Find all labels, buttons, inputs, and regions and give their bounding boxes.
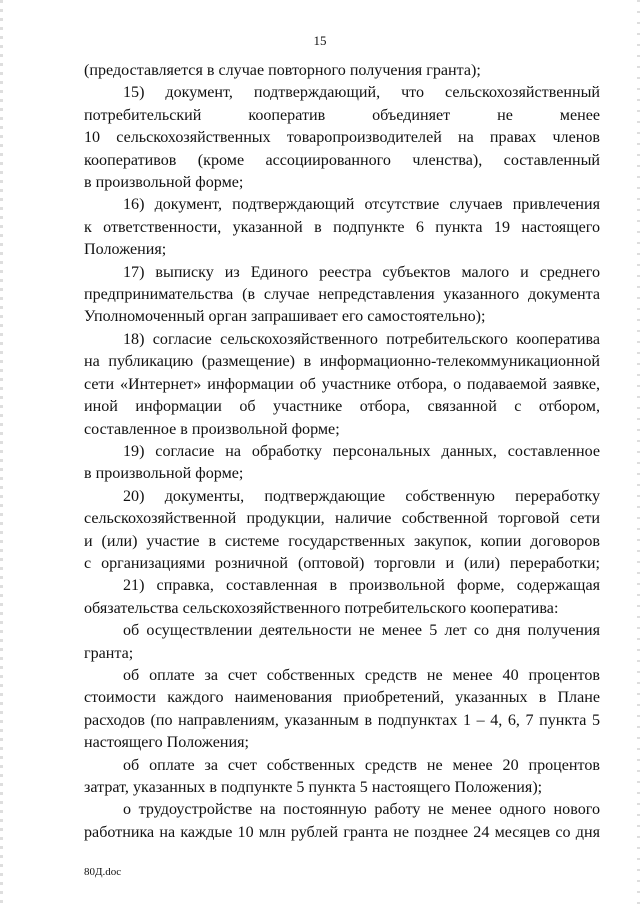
text-line: об оплате за счет собственных средств не менее 40 процентов	[123, 666, 600, 684]
text-line: об осуществлении деятельности не менее 5 лет со дня получения	[123, 622, 600, 640]
text-line: (предоставляется в случае повторного получения гранта);	[84, 62, 481, 79]
text-line: затрат, указанных в подпункте 5 пункта 5 настоящего Положения);	[84, 779, 543, 796]
text-line: 19) согласие на обработку персональных данных, составленное	[123, 442, 600, 460]
text-line: в произвольной форме;	[84, 174, 244, 192]
text-line: потребительский кооператив объединяет не менее	[84, 106, 600, 124]
text-line: гранта;	[84, 644, 134, 662]
page-number: 15	[313, 33, 327, 48]
text-line: Уполномоченный орган запрашивает его самостоятельно);	[84, 308, 486, 326]
text-line: в произвольной форме;	[84, 465, 244, 483]
text-line: сети «Интернет» информации об участнике отбора, о подаваемой заявке,	[84, 375, 600, 393]
text-line: работника на каждые 10 млн рублей гранта не позднее 24 месяцев со дня	[84, 823, 600, 841]
text-line: и (или) участие в системе государственных закупок, копии договоров	[84, 532, 600, 550]
document-body	[84, 60, 600, 844]
text-line: Положения;	[84, 241, 167, 259]
footer-filename: 80Д.doc	[84, 866, 122, 878]
text-line: иной информации об участнике отбора, связанной с отбором,	[84, 398, 600, 416]
text-line: сельскохозяйственной продукции, наличие собственной торговой сети	[84, 510, 600, 528]
text-line: на публикацию (размещение) в информационно-телекоммуникационной	[84, 353, 600, 371]
text-line: 21) справка, составленная в произвольной форме, содержащая	[123, 577, 600, 595]
text-line: стоимости каждого наименования приобретений, указанных в Плане	[84, 689, 600, 707]
text-line: об оплате за счет собственных средств не менее 20 процентов	[123, 756, 600, 774]
text-line: кооперативов (кроме ассоциированного членства), составленный	[84, 151, 600, 169]
text-line: 18) согласие сельскохозяйственного потребительского кооператива	[123, 330, 600, 348]
text-line: расходов (по направлениям, указанным в подпунктах 1 – 4, 6, 7 пункта 5	[84, 711, 600, 729]
text-line: 15) документ, подтверждающий, что сельскохозяйственный	[123, 84, 600, 102]
text-line: настоящего Положения;	[84, 734, 249, 752]
text-line: 16) документ, подтверждающий отсутствие случаев привлечения	[123, 196, 600, 214]
text-line: с организациями розничной (оптовой) торговли и (или) переработки;	[84, 554, 600, 572]
text-line: о трудоустройстве на постоянную работу не менее одного нового	[123, 801, 600, 819]
text-line: 20) документы, подтверждающие собственную переработку	[123, 487, 600, 505]
text-line: 17) выписку из Единого реестра субъектов малого и среднего	[123, 263, 600, 281]
text-line: 10 сельскохозяйственных товаропроизводителей на правах членов	[84, 129, 600, 147]
text-line: составленное в произвольной форме;	[84, 420, 340, 438]
text-line: к ответственности, указанной в подпункте 6 пункта 19 настоящего	[84, 218, 600, 236]
text-line: предпринимательства (в случае непредставления указанного документа	[84, 286, 600, 304]
text-line: обязательства сельскохозяйственного потребительского кооператива:	[84, 599, 559, 617]
scan-edge-left	[0, 0, 3, 905]
